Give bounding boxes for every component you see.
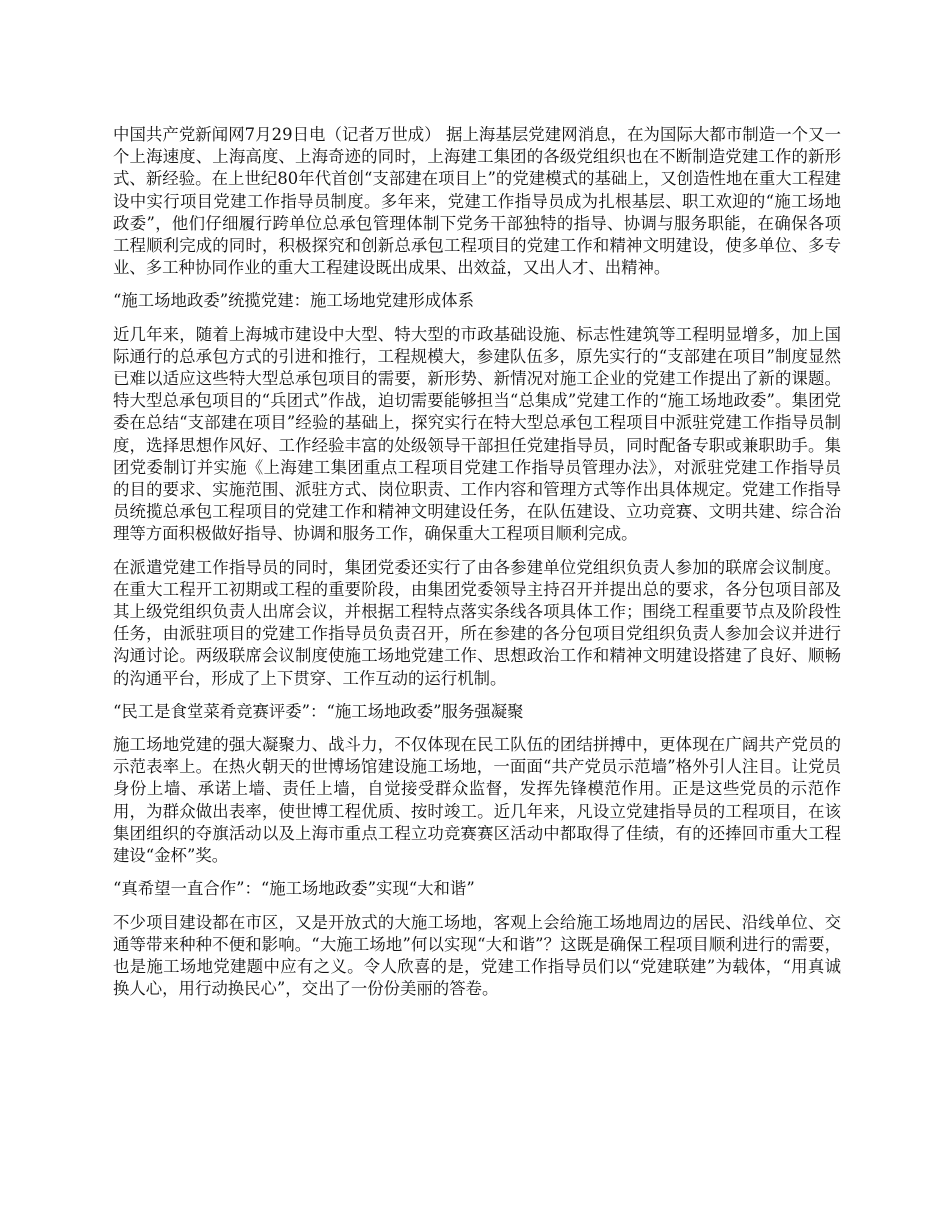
section-heading-1: “施工场地政委”统揽党建：施工场地党建形成体系 — [113, 291, 474, 311]
paragraph-section-1b: 在派遣党建工作指导员的同时，集团党委还实行了由各参建单位党组织负责人参加的联席会议制度。在重大工程开工初期或工程的重要阶段，由集团党委领导主持召开并提出总的要求，各分包项目部及其上级党组织负责人出席会议，并根据工程特点落实条线各项具体工作；围绕工程重要节点及阶段性任务，由派驻项目的党建工作指导员负责召开，所在参建的各分包项目党组织负责人参加会议并进行沟通讨论。两级联席会议制度使施工场地党建工作、思想政治工作和精神文明建设搭建了良好、顺畅的沟通平台，形成了上下贯穿、工作互动的运行机制。 — [113, 557, 841, 688]
article-body — [113, 124, 841, 1011]
paragraph-section-1a: 近几年来，随着上海城市建设中大型、特大型的市政基础设施、标志性建筑等工程明显增多，加上国际通行的总承包方式的引进和推行，工程规模大，参建队伍多，原先实行的“支部建在项目”制度显然已难以适应这些特大型总承包项目的需要，新形势、新情况对施工企业的党建工作提出了新的课题。特大型总承包项目的“兵团式”作战，迫切需要能够担当“总集成”党建工作的“施工场地政委”。集团党委在总结“支部建在项目”经验的基础上，探究实行在特大型总承包工程项目中派驻党建工作指导员制度，选择思想作风好、工作经验丰富的处级领导干部担任党建指导员，同时配备专职或兼职助手。集团党委制订并实施《上海建工集团重点工程项目党建工作指导员管理办法》，对派驻党建工作指导员的目的要求、实施范围、派驻方式、岗位职责、工作内容和管理方式等作出具体规定。党建工作指导员统揽总承包工程项目的党建工作和精神文明建设任务，在队伍建设、立功竞赛、文明共建、综合治理等方面积极做好指导、协调和服务工作，确保重大工程项目顺利完成。 — [113, 324, 841, 544]
section-heading-2: “民工是食堂菜肴竞赛评委”：“施工场地政委”服务强凝聚 — [113, 701, 524, 721]
paragraph-intro: 中国共产党新闻网7月29日电（记者万世成） 据上海基层党建网消息，在为国际大都市制造一个又一个上海速度、上海高度、上海奇迹的同时，上海建工集团的各级党组织也在不断制造党建工作的新形式、新经验。在上世纪80年代首创“支部建在项目上”的党建模式的基础上，又创造性地在重大工程建设中实行项目党建工作指导员制度。多年来，党建工作指导员成为扎根基层、职工欢迎的“施工场地政委”，他们仔细履行跨单位总承包管理体制下党务干部独特的指导、协调与服务职能，在确保各项工程顺利完成的同时，积极探究和创新总承包工程项目的党建工作和精神文明建设，使多单位、多专业、多工种协同作业的重大工程建设既出成果、出效益，又出人才、出精神。 — [113, 125, 841, 278]
paragraph-section-3: 不少项目建设都在市区，又是开放式的大施工场地，客观上会给施工场地周边的居民、沿线单位、交通等带来种种不便和影响。“大施工场地”何以实现“大和谐”？这既是确保工程项目顺利进行的需要，也是施工场地党建题中应有之义。令人欣喜的是，党建工作指导员们以“党建联建”为载体，“用真诚换人心，用行动换民心”，交出了一份份美丽的答卷。 — [113, 912, 841, 999]
section-heading-3: “真希望一直合作”：“施工场地政委”实现“大和谐” — [113, 879, 475, 899]
paragraph-section-2: 施工场地党建的强大凝聚力、战斗力，不仅体现在民工队伍的团结拼搏中，更体现在广阔共产党员的示范表率上。在热火朝天的世博场馆建设施工场地，一面面“共产党员示范墙”格外引人注目。让党员身份上墙、承诺上墙、责任上墙，自觉接受群众监督，发挥先锋模范作用。正是这些党员的示范作用，为群众做出表率，使世博工程优质、按时竣工。近几年来，凡设立党建指导员的工程项目，在该集团组织的夺旗活动以及上海市重点工程立功竞赛赛区活动中都取得了佳绩，有的还捧回市重大工程建设“金杯”奖。 — [113, 735, 841, 866]
